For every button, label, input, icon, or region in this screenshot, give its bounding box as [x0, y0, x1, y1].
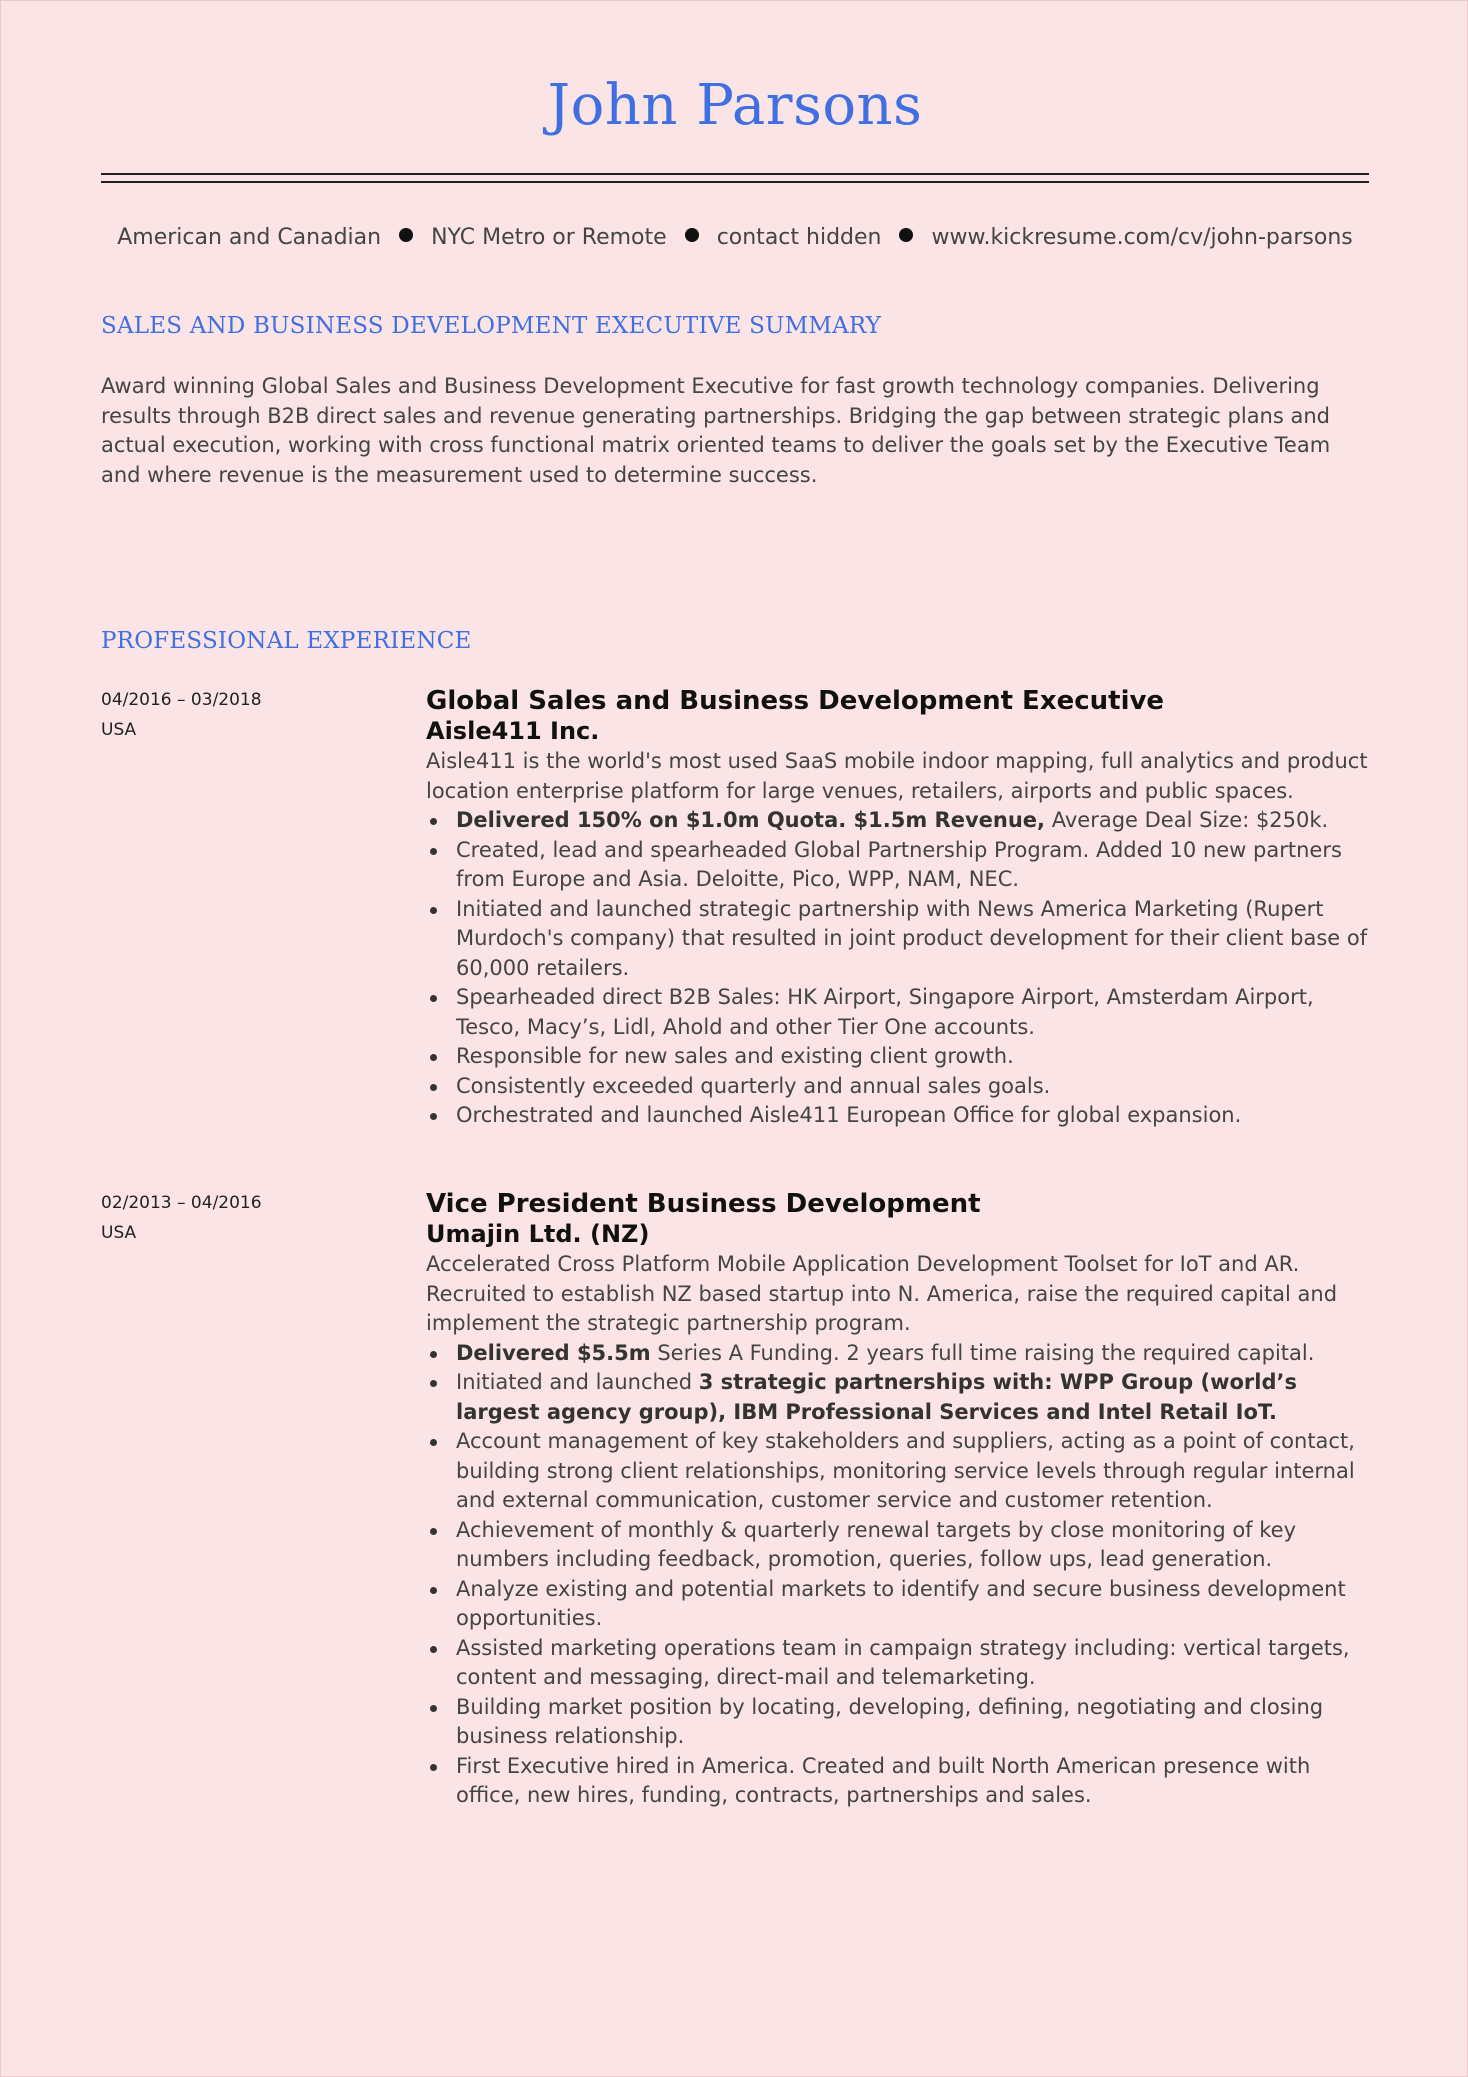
experience-heading: PROFESSIONAL EXPERIENCE [101, 628, 472, 654]
job-meta [101, 1188, 262, 1248]
company-name: Umajin Ltd. (NZ) [426, 1220, 650, 1248]
list-item: First Executive hired in America. Created and built North American presence with office, new hires, funding, contracts, partnerships and sales. [426, 1752, 1376, 1811]
list-item: Spearheaded direct B2B Sales: HK Airport, Singapore Airport, Amsterdam Airport, Tesco, Macy’s, Lidl, Ahold and other Tier One accounts. [426, 983, 1376, 1042]
header-divider-top [101, 173, 1369, 175]
list-item: Assisted marketing operations team in campaign strategy including: vertical targets, content and messaging, direct-mail and telemarketing. [426, 1634, 1376, 1693]
job-description: Aisle411 is the world's most used SaaS mobile indoor mapping, full analytics and product location enterprise platform for large venues, retailers, airports and public spaces. [426, 749, 1368, 803]
list-item: Achievement of monthly & quarterly renewal targets by close monitoring of key numbers including feedback, promotion, queries, follow ups, lead generation. [426, 1516, 1376, 1575]
list-item: Analyze existing and potential markets to identify and secure business development opportunities. [426, 1575, 1376, 1634]
job-location: USA [101, 1223, 137, 1243]
job-meta [101, 685, 262, 745]
job-title: Vice President Business Development [426, 1189, 981, 1219]
job-entry [426, 1188, 1376, 1811]
contact-info: contact hidden [716, 225, 882, 250]
nationality: American and Canadian [117, 225, 382, 250]
list-item: Initiated and launched 3 strategic partnerships with: WPP Group (world’s largest agency group), IBM Professional Services and Intel Retail IoT. [426, 1368, 1376, 1427]
job-location: USA [101, 720, 137, 740]
bullet-separator [399, 228, 413, 242]
list-item: Account management of key stakeholders and suppliers, acting as a point of contact, building strong client relationships, monitoring service levels through regular internal and external communication, customer service and customer retention. [426, 1427, 1376, 1516]
job-dates: 02/2013 – 04/2016 [101, 1193, 262, 1213]
job-description: Accelerated Cross Platform Mobile Application Development Toolset for IoT and AR. Recruited to establish NZ based startup into N. America, raise the required capital and implement the strategic partnership program. [426, 1252, 1338, 1335]
job-dates: 04/2016 – 03/2018 [101, 690, 262, 710]
candidate-name: John Parsons [547, 73, 923, 138]
company-name: Aisle411 Inc. [426, 717, 600, 745]
contact-line [101, 225, 1369, 250]
summary-text: Award winning Global Sales and Business Development Executive for fast growth technology companies. Delivering results through B2B direct sales and revenue generating partnerships. Bridging the gap between strategic plans and actual execution, working with cross functional matrix oriented teams to deliver the goals set by the Executive Team and where revenue is the measurement used to determine success. [101, 374, 1331, 487]
job-title: Global Sales and Business Development Executive [426, 686, 1165, 716]
summary-heading: SALES AND BUSINESS DEVELOPMENT EXECUTIVE SUMMARY [101, 313, 882, 339]
list-item: Building market position by locating, developing, defining, negotiating and closing business relationship. [426, 1693, 1376, 1752]
list-item: Created, lead and spearheaded Global Partnership Program. Added 10 new partners from Europe and Asia. Deloitte, Pico, WPP, NAM, NEC. [426, 836, 1376, 895]
list-item: Consistently exceeded quarterly and annual sales goals. [426, 1072, 1376, 1102]
job-bullets [426, 1339, 1376, 1811]
list-item: Orchestrated and launched Aisle411 European Office for global expansion. [426, 1101, 1376, 1131]
list-item: Responsible for new sales and existing client growth. [426, 1042, 1376, 1072]
list-item: Delivered 150% on $1.0m Quota. $1.5m Revenue, Average Deal Size: $250k. [426, 806, 1376, 836]
website-link[interactable]: www.kickresume.com/cv/john-parsons [931, 225, 1353, 250]
job-bullets [426, 806, 1376, 1131]
header-divider-bottom [101, 181, 1369, 183]
list-item: Initiated and launched strategic partnership with News America Marketing (Rupert Murdoch's company) that resulted in joint product development for their client base of 60,000 retailers. [426, 895, 1376, 984]
job-entry [426, 685, 1376, 1131]
bullet-separator [899, 228, 913, 242]
bullet-separator [685, 228, 699, 242]
list-item: Delivered $5.5m Series A Funding. 2 years full time raising the required capital. [426, 1339, 1376, 1369]
location: NYC Metro or Remote [431, 225, 667, 250]
